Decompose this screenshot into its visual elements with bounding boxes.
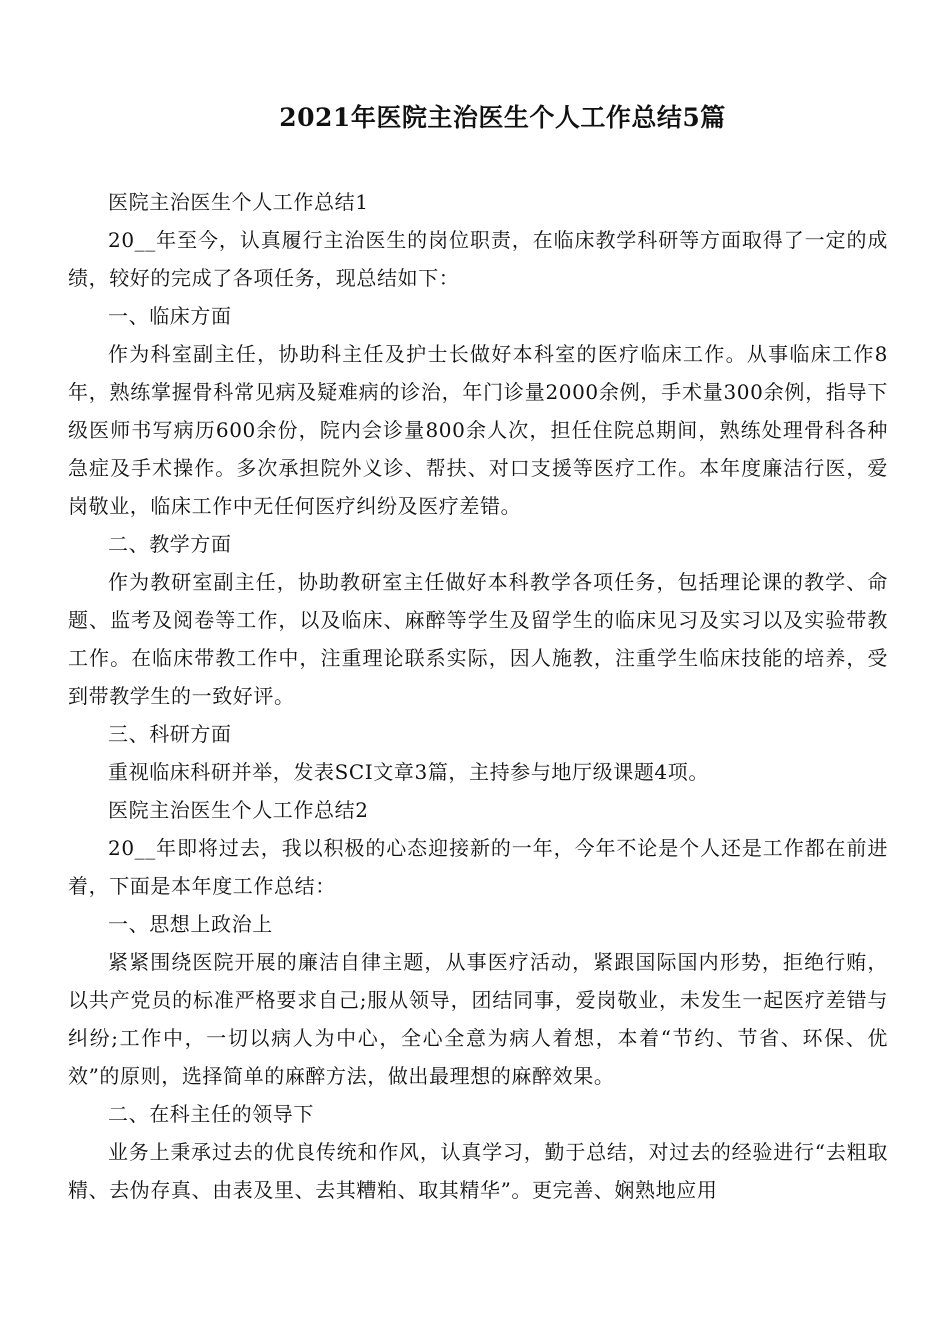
heading-teaching: 二、教学方面 <box>108 532 232 556</box>
heading-research: 三、科研方面 <box>108 722 232 746</box>
section-title-summary-2: 医院主治医生个人工作总结2 <box>108 798 369 822</box>
document-body <box>68 183 888 1209</box>
paragraph-research: 重视临床科研并举，发表SCI文章3篇，主持参与地厅级课题4项。 <box>108 760 709 784</box>
heading-clinical: 一、临床方面 <box>108 304 232 328</box>
document-title: 2021年医院主治医生个人工作总结5篇 <box>279 103 726 132</box>
section-title-summary-1: 医院主治医生个人工作总结1 <box>108 190 369 214</box>
heading-leadership: 二、在科主任的领导下 <box>108 1102 314 1126</box>
paragraph-ideology-politics: 紧紧围绕医院开展的廉洁自律主题，从事医疗活动，紧跟国际国内形势，拒绝行贿，以共产党员的标准严格要求自己;服从领导，团结同事，爱岗敬业，未发生一起医疗差错与纠纷;工作中，一切以病人为中心，全心全意为病人着想，本着“节约、节省、环保、优效”的原则，选择简单的麻醉方法，做出最理想的麻醉效果。 <box>68 950 888 1088</box>
paragraph-intro-2: 20__年即将过去，我以积极的心态迎接新的一年，今年不论是个人还是工作都在前进着，下面是本年度工作总结： <box>68 836 888 898</box>
paragraph-teaching: 作为教研室副主任，协助教研室主任做好本科教学各项任务，包括理论课的教学、命题、监考及阅卷等工作，以及临床、麻醉等学生及留学生的临床见习及实习以及实验带教工作。在临床带教工作中，注重理论联系实际，因人施教，注重学生临床技能的培养，受到带教学生的一致好评。 <box>68 570 888 708</box>
heading-ideology-politics: 一、思想上政治上 <box>108 912 273 936</box>
paragraph-clinical: 作为科室副主任，协助科主任及护士长做好本科室的医疗临床工作。从事临床工作8年，熟练掌握骨科常见病及疑难病的诊治，年门诊量2000余例，手术量300余例，指导下级医师书写病历600余份，院内会诊量800余人次，担任住院总期间，熟练处理骨科各种急症及手术操作。多次承担院外义诊、帮扶、对口支援等医疗工作。本年度廉洁行医，爱岗敬业，临床工作中无任何医疗纠纷及医疗差错。 <box>68 342 888 518</box>
paragraph-business: 业务上秉承过去的优良传统和作风，认真学习，勤于总结，对过去的经验进行“去粗取精、去伪存真、由表及里、去其糟粕、取其精华”。更完善、娴熟地应用 <box>68 1140 888 1202</box>
paragraph-intro-1: 20__年至今，认真履行主治医生的岗位职责，在临床教学科研等方面取得了一定的成绩，较好的完成了各项任务，现总结如下： <box>68 228 888 290</box>
